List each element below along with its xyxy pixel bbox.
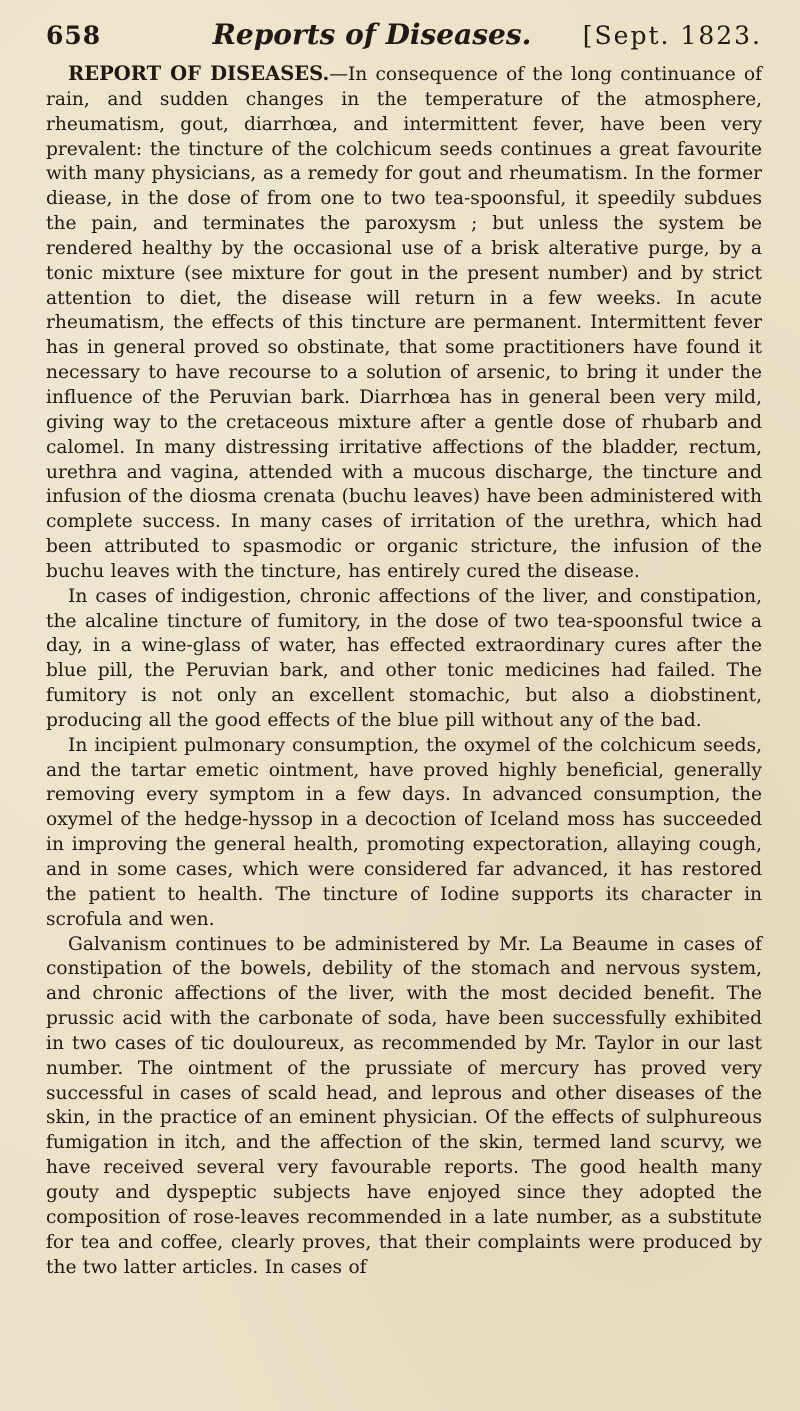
paragraph-1-text: —In consequence of the long continuance of rain, and sudden changes in the temperature of the atmosphere, rheumatism, gout, diarrhœa, and intermittent fever, have been very prevalent: the tincture of the colchicum seeds continues a great favourite with many physicians, as a remedy for gout and rheumatism. In the former diease, in the dose of from one to two tea-spoonsful, it speedily subdues the pain, and terminates the paroxysm ; but unless the system be rendered healthy by the occasional use of a brisk alterative purge, by a tonic mixture (see mixture for gout in the present number) and by strict attention to diet, the disease will return in a few weeks. In acute rheumatism, the effects of this tincture are permanent. Intermittent fever has in general proved so obstinate, that some practitioners have found it necessary to have recourse to a solution of arsenic, to bring it under the influence of the Peruvian bark. Diarrhœa has in general been very mild, giving way to the cretaceous mixture after a gentle dose of rhubarb and calomel. In many distressing irritative affections of the bladder, rectum, urethra and vagina, attended with a mucous discharge, the tincture and infusion of the diosma crenata (buchu leaves) have been administered with complete success. In many cases of irritation of the urethra, which had been attributed to spasmodic or organic stricture, the infusion of the buchu leaves with the tincture, has entirely cured the disease.	[46, 64, 762, 582]
running-date: [Sept. 1823.	[582, 21, 762, 50]
paragraph-4: Galvanism continues to be administered by Mr. La Beaume in cases of constipation of the bowels, debility of the stomach and nervous system, and chronic affections of the liver, with the most decided benefit. The prussic acid with the carbonate of soda, have been successfully exhibited in two cases of tic douloureux, as recommended by Mr. Taylor in our last number. The ointment of the prussiate of mercury has proved very successful in cases of scald head, and leprous and other diseases of the skin, in the practice of an eminent physician. Of the effects of sulphureous fumigation in itch, and the affection of the skin, termed land scurvy, we have received several very favourable reports. The good health many gouty and dyspeptic subjects have enjoyed since they adopted the composition of rose-leaves recommended in a late number, as a substitute for tea and coffee, clearly proves, that their complaints were produced by the two latter articles. In cases of	[46, 933, 762, 1278]
running-head	[46, 18, 762, 51]
section-heading: REPORT OF DISEASES.	[68, 62, 330, 85]
paragraph-3: In incipient pulmonary consumption, the oxymel of the colchicum seeds, and the tartar emetic ointment, have proved highly beneficial, generally removing every symptom in a few days. In advanced consumption, the oxymel of the hedge-hyssop in a decoction of Iceland moss has succeeded in improving the general health, promoting expectoration, allaying cough, and in some cases, which were considered far advanced, it has restored the patient to health. The tincture of Iodine supports its character in scrofula and wen.	[46, 734, 762, 930]
paragraph-1	[46, 62, 762, 585]
page-number: 658	[46, 21, 102, 50]
article-body	[46, 62, 762, 1280]
paragraph-2: In cases of indigestion, chronic affections of the liver, and constipation, the alcaline tincture of fumitory, in the dose of two tea-spoonsful twice a day, in a wine-glass of water, has effected extraordinary cures after the blue pill, the Peruvian bark, and other tonic medicines had failed. The fumitory is not only an excellent stomachic, but also a diobstinent, producing all the good effects of the blue pill without any of the bad.	[46, 585, 762, 731]
running-title: Reports of Diseases.	[212, 18, 532, 51]
